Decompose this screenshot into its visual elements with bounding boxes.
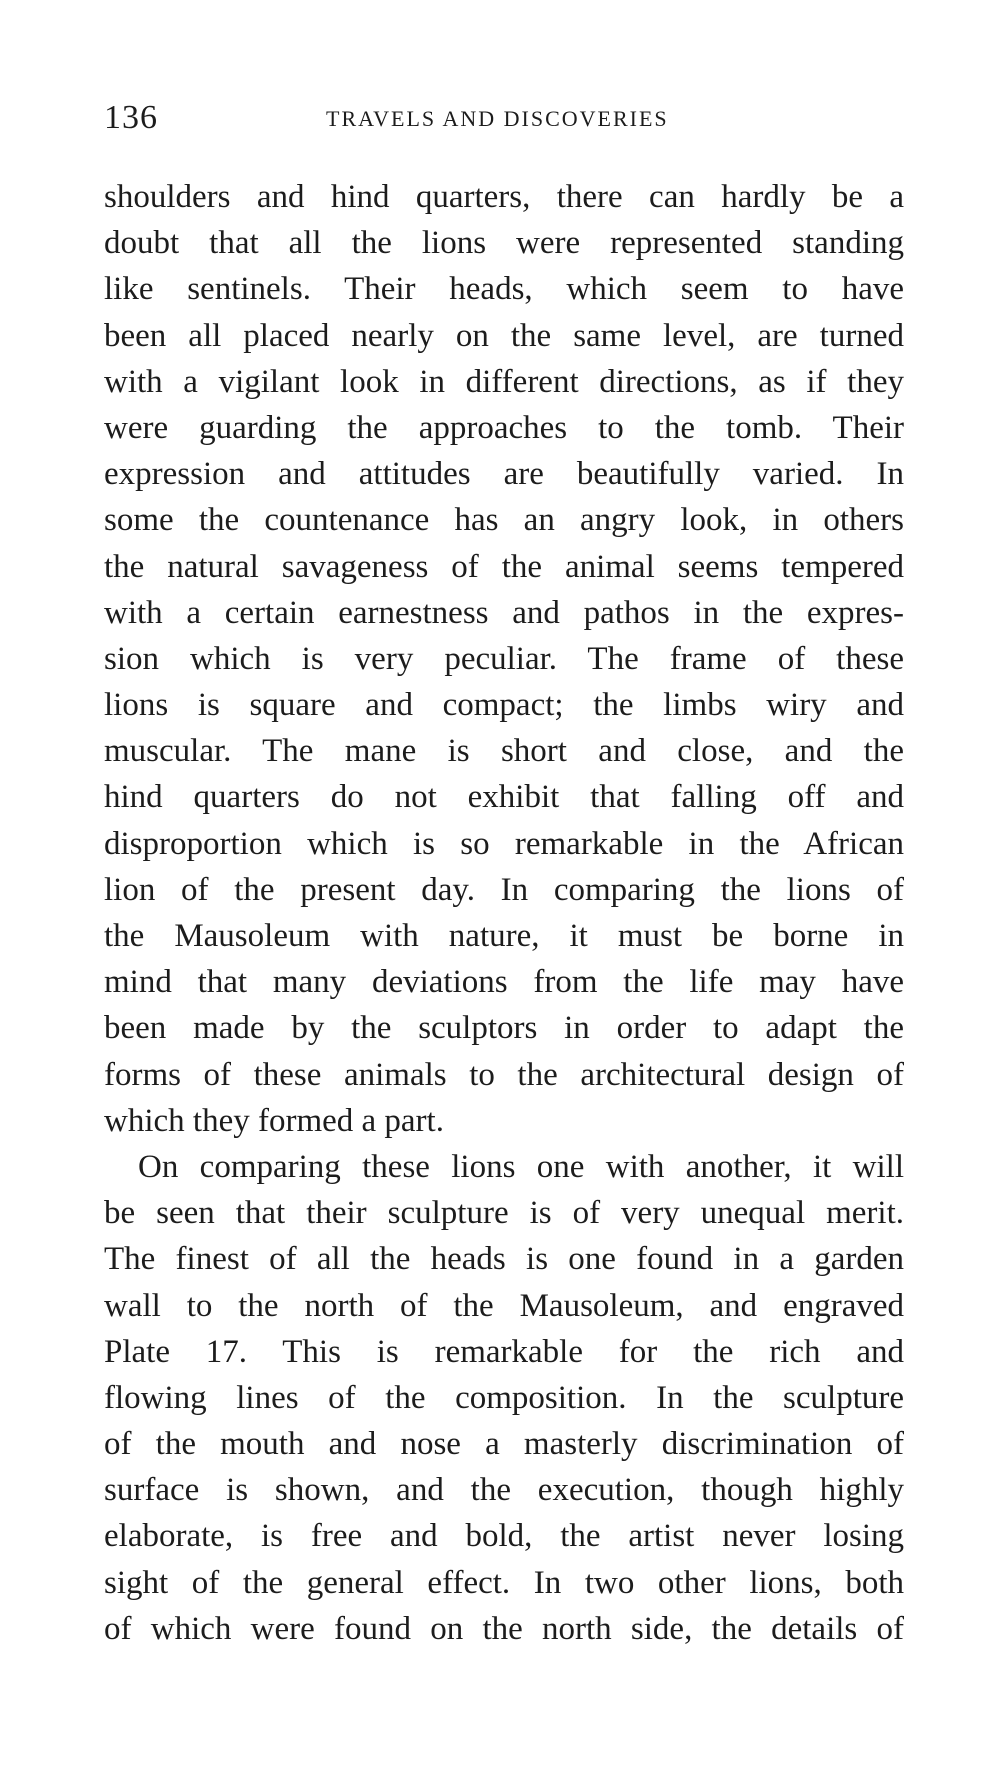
text-line: surface is shown, and the execution, though highly — [104, 1472, 904, 1509]
text-line: elaborate, is free and bold, the artist never losing — [104, 1518, 904, 1555]
text-line: sight of the general effect. In two other lions, both — [104, 1564, 904, 1601]
page-number: 136 — [104, 99, 158, 136]
text-line: wall to the north of the Mausoleum, and engraved — [104, 1287, 904, 1324]
running-title: TRAVELS AND DISCOVERIES — [326, 106, 669, 131]
text-line: doubt that all the lions were represented standing — [104, 225, 904, 262]
text-line: lion of the present day. In comparing the lions of — [104, 871, 904, 908]
text-line: muscular. The mane is short and close, and the — [104, 733, 904, 770]
text-line: hind quarters do not exhibit that falling off and — [104, 779, 904, 816]
text-line: mind that many deviations from the life may have — [104, 964, 904, 1001]
text-line: The finest of all the heads is one found in a garden — [104, 1241, 904, 1278]
text-line: of the mouth and nose a masterly discrimination of — [104, 1426, 904, 1463]
text-line: shoulders and hind quarters, there can hardly be a — [104, 179, 904, 215]
text-line: be seen that their sculpture is of very unequal merit. — [104, 1195, 904, 1232]
text-line: been made by the sculptors in order to adapt the — [104, 1010, 904, 1047]
body-text — [104, 174, 904, 1652]
text-line: of which were found on the north side, the details of — [104, 1610, 904, 1647]
text-line: some the countenance has an angry look, in others — [104, 502, 904, 539]
text-line: lions is square and compact; the limbs wiry and — [104, 687, 904, 724]
text-line: disproportion which is so remarkable in the African — [104, 825, 904, 862]
text-line: were guarding the approaches to the tomb. Their — [104, 409, 904, 446]
text-line: forms of these animals to the architectural design of — [104, 1056, 904, 1093]
text-line: Plate 17. This is remarkable for the rich and — [104, 1333, 904, 1370]
text-line: the Mausoleum with nature, it must be borne in — [104, 918, 904, 954]
text-line: with a vigilant look in different directions, as if they — [104, 363, 904, 400]
text-line: expression and attitudes are beautifully varied. In — [104, 456, 904, 493]
text-line: with a certain earnestness and pathos in the expres- — [104, 594, 904, 631]
paragraph-end-line: which they formed a part. — [104, 1102, 444, 1139]
text-line: flowing lines of the composition. In the sculpture — [104, 1379, 904, 1416]
text-line: sion which is very peculiar. The frame of these — [104, 640, 904, 677]
paragraph-start-line: On comparing these lions one with another, it will — [138, 1148, 904, 1185]
text-line: the natural savageness of the animal seems tempered — [104, 548, 904, 585]
running-head — [104, 98, 900, 138]
text-line: like sentinels. Their heads, which seem to have — [104, 271, 904, 308]
text-line: been all placed nearly on the same level, are turned — [104, 317, 904, 354]
